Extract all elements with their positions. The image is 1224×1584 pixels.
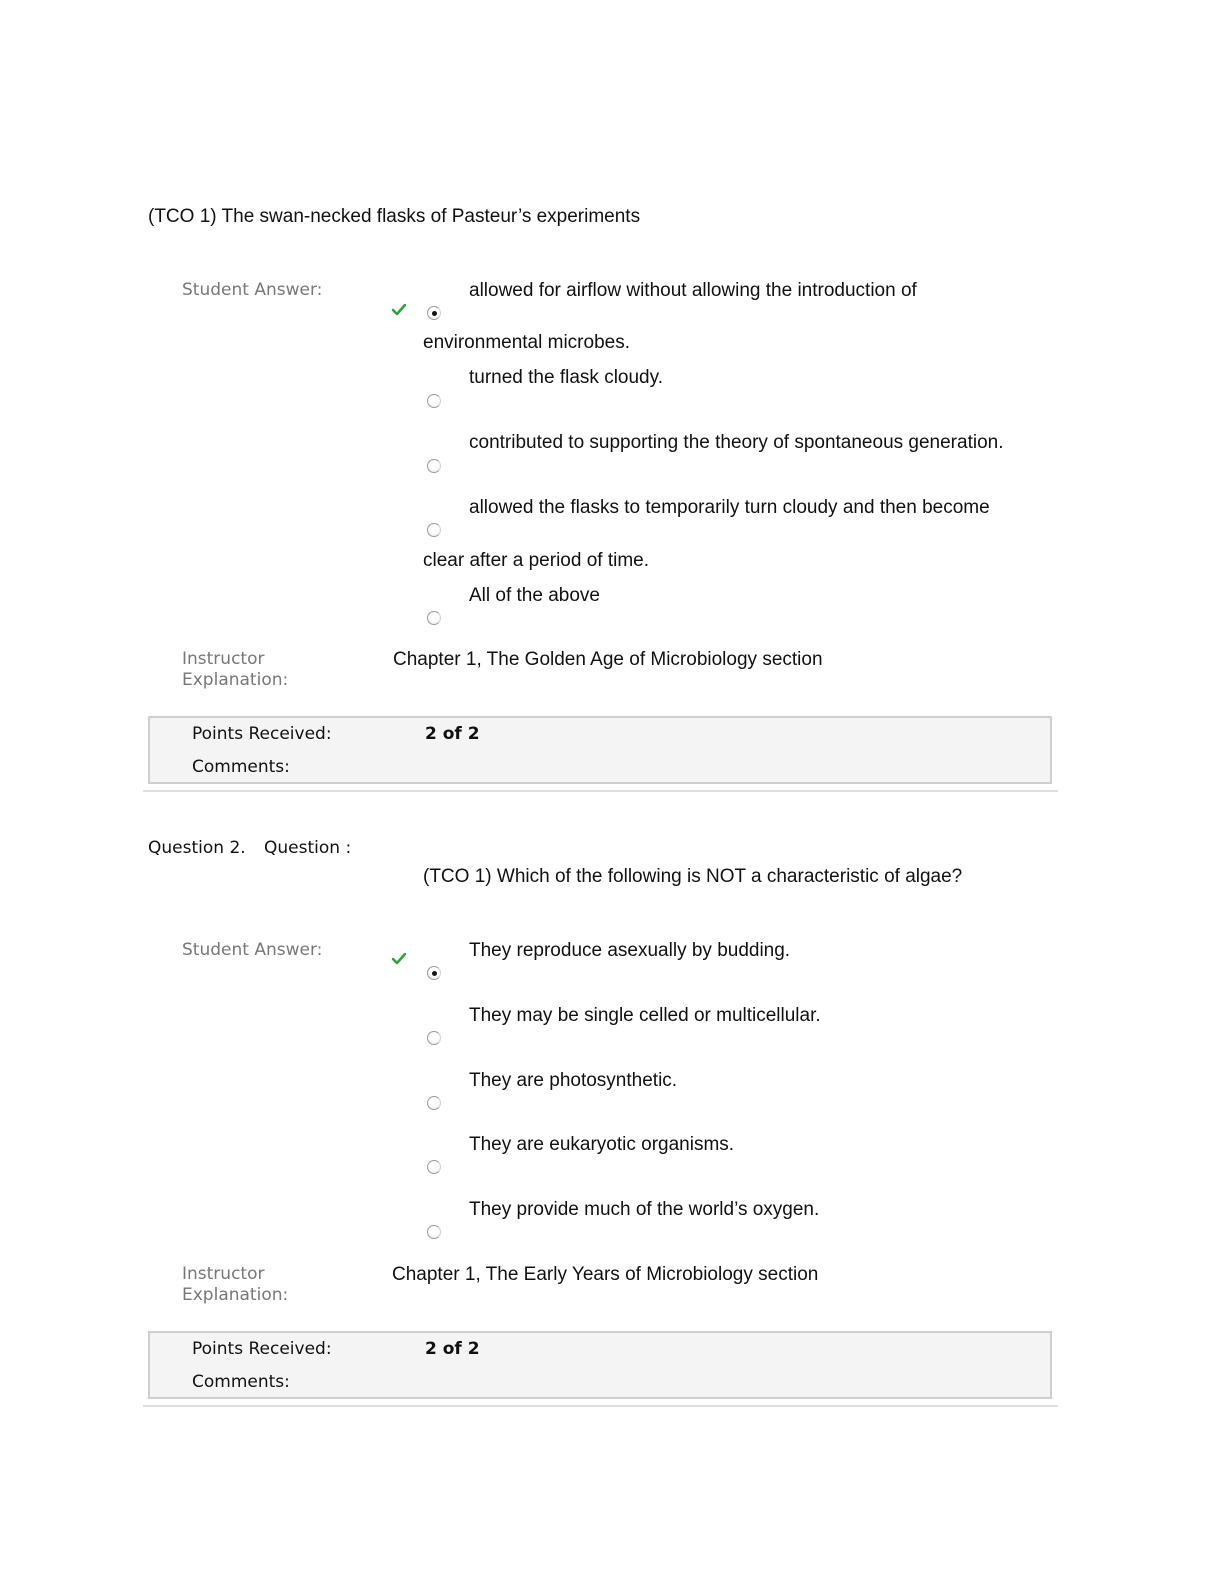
answer-radio[interactable] — [427, 1225, 441, 1239]
explanation-label-line-2: Explanation: — [182, 670, 289, 690]
answer-radio[interactable] — [427, 1160, 441, 1174]
instructor-explanation-label — [182, 1264, 288, 1306]
answer-option-text: allowed the flasks to temporarily turn cloudy and then become — [469, 497, 990, 518]
instructor-explanation: Chapter 1, The Early Years of Microbiology section — [392, 1264, 819, 1285]
answer-option-text: contributed to supporting the theory of spontaneous generation. — [469, 432, 1004, 453]
answer-radio-selected[interactable] — [427, 966, 441, 980]
answer-radio[interactable] — [427, 1096, 441, 1110]
question-number: Question 2. — [148, 838, 246, 858]
student-answer-label: Student Answer: — [182, 940, 323, 960]
answer-option-text: turned the flask cloudy. — [469, 367, 663, 388]
question-label: Question : — [264, 838, 352, 858]
explanation-label-line-2: Explanation: — [182, 1285, 289, 1305]
answer-radio[interactable] — [427, 611, 441, 625]
explanation-label-line-1: Instructor — [182, 649, 265, 669]
points-received-label: Points Received: — [192, 1339, 332, 1359]
answer-option-text: They may be single celled or multicellular. — [469, 1005, 821, 1026]
points-received-label: Points Received: — [192, 724, 332, 744]
answer-radio[interactable] — [427, 459, 441, 473]
question-prompt: (TCO 1) The swan-necked flasks of Pasteur’s experiments — [148, 206, 641, 227]
answer-option-text: They are photosynthetic. — [469, 1070, 678, 1091]
answer-option-text-continued: clear after a period of time. — [423, 550, 649, 571]
correct-check-icon — [392, 953, 406, 965]
points-received-value: 2 of 2 — [425, 1339, 480, 1359]
answer-radio[interactable] — [427, 394, 441, 408]
instructor-explanation-label — [182, 649, 288, 691]
student-answer-label: Student Answer: — [182, 280, 323, 300]
answer-option-text-continued: environmental microbes. — [423, 332, 630, 353]
answer-option-text: They provide much of the world’s oxygen. — [469, 1199, 820, 1220]
explanation-label-line-1: Instructor — [182, 1264, 265, 1284]
question-divider — [143, 790, 1058, 792]
answer-option-text: They reproduce asexually by budding. — [469, 940, 791, 961]
answer-radio[interactable] — [427, 523, 441, 537]
points-received-value: 2 of 2 — [425, 724, 480, 744]
correct-check-icon — [392, 304, 406, 316]
answer-option-text: They are eukaryotic organisms. — [469, 1134, 735, 1155]
comments-label: Comments: — [192, 1372, 290, 1392]
answer-option-text: All of the above — [469, 585, 600, 606]
question-divider — [143, 1405, 1058, 1407]
answer-option-text: allowed for airflow without allowing the introduction of — [469, 280, 917, 301]
instructor-explanation: Chapter 1, The Golden Age of Microbiology section — [393, 649, 823, 670]
comments-label: Comments: — [192, 757, 290, 777]
question-prompt: (TCO 1) Which of the following is NOT a characteristic of algae? — [423, 866, 963, 887]
answer-radio-selected[interactable] — [427, 306, 441, 320]
answer-radio[interactable] — [427, 1031, 441, 1045]
